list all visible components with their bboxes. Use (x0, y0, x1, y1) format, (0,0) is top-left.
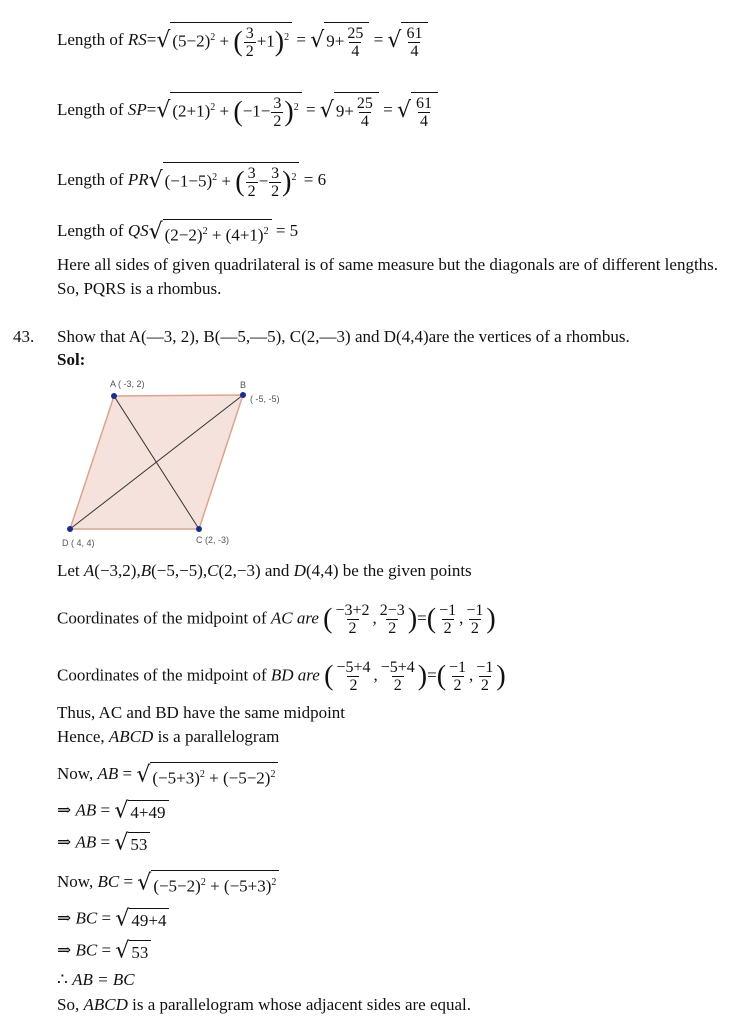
point-a (111, 393, 117, 399)
bc-result-line: ⇒ BC = √ 53 (57, 940, 151, 963)
conclusion-paragraph: Here all sides of given quadrilateral is of same measure but the diagonals are of different lengths. So, PQRS is a rhombus. (57, 255, 719, 298)
question-number: 43. (13, 327, 35, 346)
label-b: B (240, 380, 247, 390)
rhombus-diagram (62, 378, 322, 548)
midpoint-bd-line: Coordinates of the midpoint of BD are ( $\frac{-5+4}{2}$ , $\frac{-5+4}{2}$ )=( $\frac{-1}{2}$ , $\frac{-1}{2}$ ) (57, 659, 506, 694)
point-d (67, 526, 73, 532)
ab-result-line: ⇒ AB = √ 53 (57, 832, 150, 855)
label-b-coords: ( -5, -5) (250, 394, 280, 404)
point-c (196, 526, 202, 532)
same-midpoint-text: Thus, AC and BD have the same midpoint (57, 703, 346, 722)
length-pr-line: Length of PR√ $(-1-5)^2$ + ( $\frac{3}{2}$ − $\frac{3}{2}$ )$^2$ = 6 (57, 162, 326, 200)
ab-formula-line: Now, AB = √ $(-5+3)^2 + (-5-2)^2$ (57, 762, 278, 789)
bc-formula-line: Now, BC = √ $(-5-2)^2 + (-5+3)^2$ (57, 870, 279, 897)
let-points-line: Let A(−3,2),B(−5,−5),C(2,−3) and D(4,4) be the given points (57, 561, 472, 580)
midpoint-ac-line: Coordinates of the midpoint of AC are ( $\frac{-3+2}{2}$ , $\frac{2-3}{2}$ )=( $\frac{-1}{2}$ , $\frac{-1}{2}$ ) (57, 602, 496, 637)
bc-step-line: ⇒ BC = √ 49+4 (57, 908, 169, 931)
solution-label: Sol: (57, 350, 86, 369)
label-c: C (2, -3) (196, 535, 230, 545)
length-sp-line: Length of SP=√ $(2+1)^2 + (-1-$ $\frac{3}{2}$ )$^2$ = √ 9+ $\frac{25}{4}$ = √ $\frac{61}{4}$ (57, 92, 438, 130)
length-rs-line: Length of RS=√ $(5-2)^2$ + ( $\frac{3}{2}$ +1)$^2$ = √ 9+ $\frac{25}{4}$ = √ $\frac{61}{4}$ (57, 22, 428, 60)
therefore-line: ∴ AB = BC (57, 970, 135, 989)
final-conclusion: So, ABCD is a parallelogram whose adjacent sides are equal. (57, 995, 472, 1014)
parallelogram-text: Hence, ABCD is a parallelogram (57, 727, 280, 746)
length-qs-line: Length of QS√ $(2-2)^2 + (4+1)^2 = 5$ (57, 219, 299, 245)
label-a: A ( -3, 2) (110, 379, 145, 389)
question-text: Show that A(—3, 2), B(—5,—5), C(2,—3) and D(4,4)are the vertices of a rhombus. (57, 327, 630, 346)
label-d: D ( 4, 4) (62, 538, 95, 548)
ab-step-line: ⇒ AB = √ 4+49 (57, 800, 169, 823)
point-b (240, 392, 246, 398)
